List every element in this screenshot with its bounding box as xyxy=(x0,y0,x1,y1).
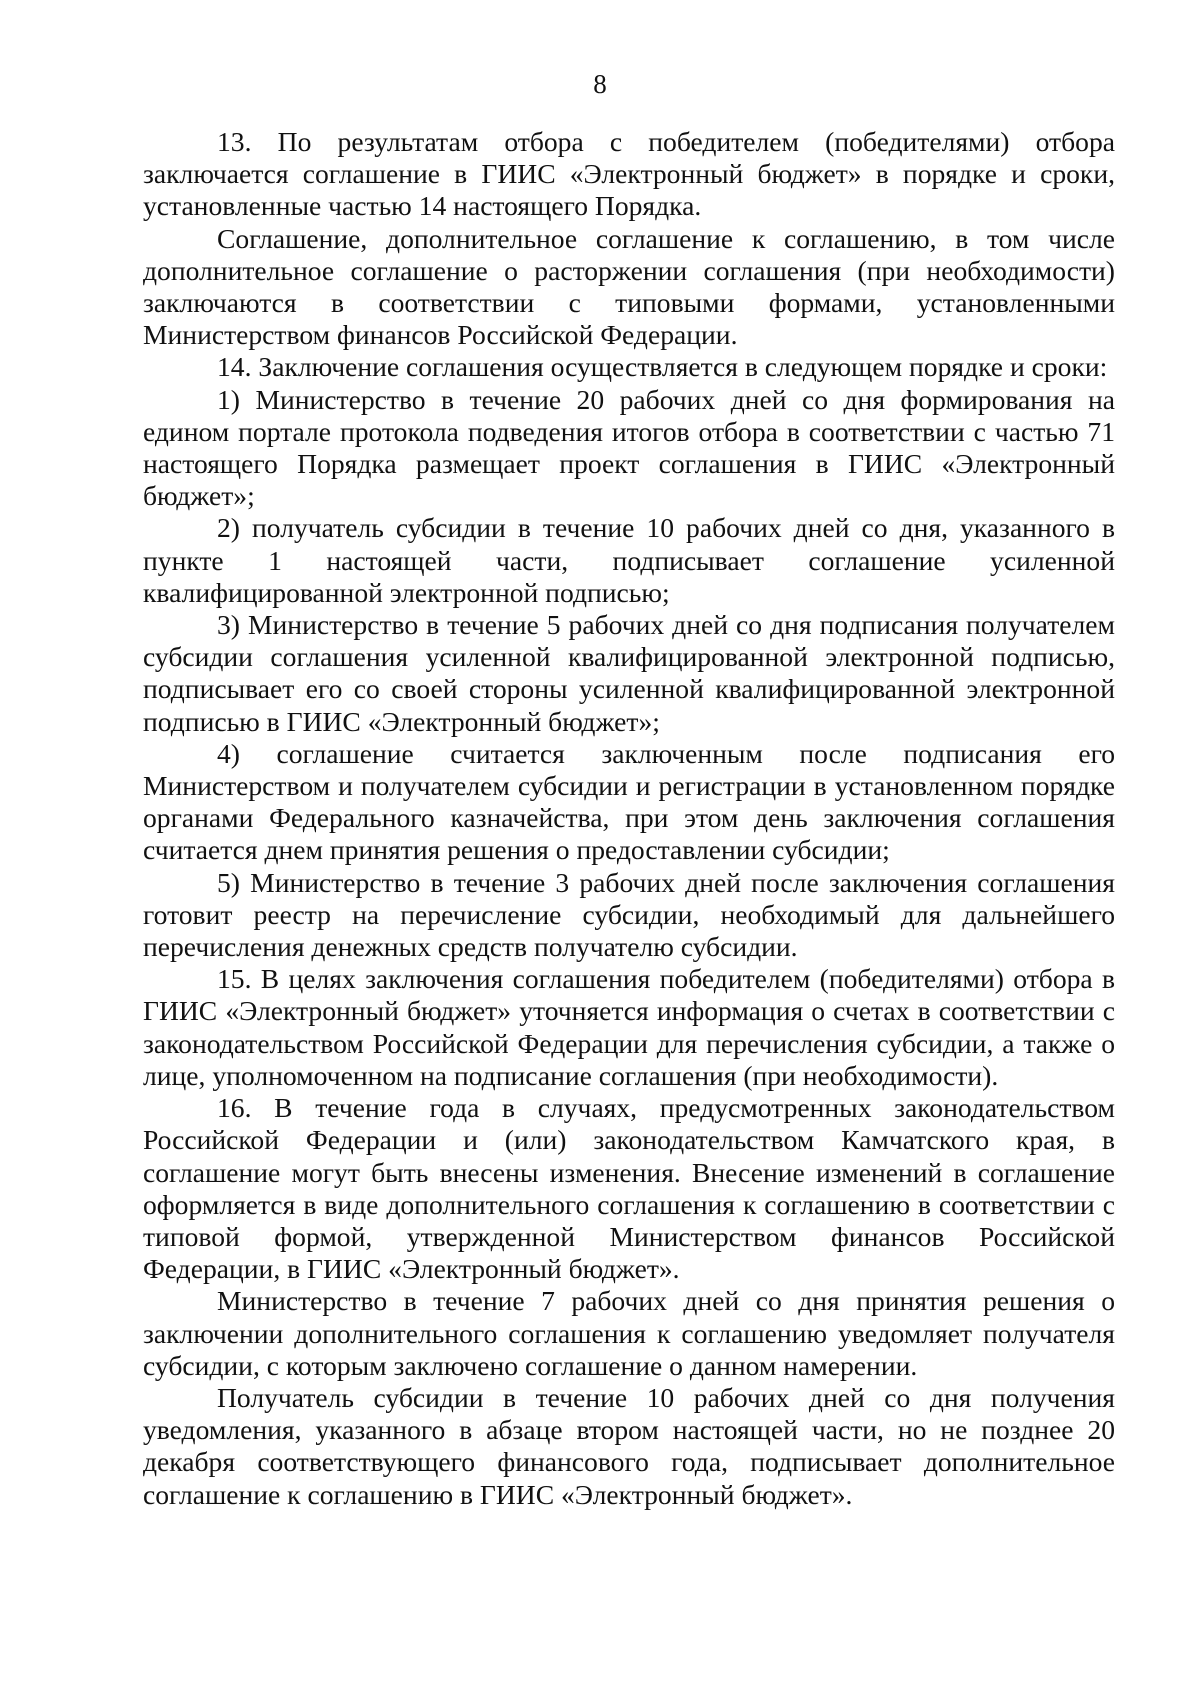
page-number: 8 xyxy=(593,69,607,99)
paragraph-14-item-3: 3) Министерство в течение 5 рабочих дней со дня подписания получателем субсидии соглашения усиленной квалифицированной электронной подписью, подписывает его со своей стороны усиленной квалифицированной электронной подписью в ГИИС «Электронный бюджет»; xyxy=(143,609,1115,737)
paragraph-16: 16. В течение года в случаях, предусмотренных законодательством Российской Федерации и (или) законодательством Камчатского края, в соглашение могут быть внесены изменения. Внесение изменений в соглашение оформляется в виде дополнительного соглашения к соглашению в соответствии с типовой формой, утвержденной Министерством финансов Российской Федерации, в ГИИС «Электронный бюджет». xyxy=(143,1092,1115,1285)
paragraph-14-item-2: 2) получатель субсидии в течение 10 рабочих дней со дня, указанного в пункте 1 настоящей части, подписывает соглашение усиленной квалифицированной электронной подписью; xyxy=(143,512,1115,608)
document-body xyxy=(143,126,1115,1511)
paragraph-14: 14. Заключение соглашения осуществляется в следующем порядке и сроки: xyxy=(217,351,1108,383)
paragraph-14-item-1: 1) Министерство в течение 20 рабочих дней со дня формирования на едином портале протокола подведения итогов отбора в соответствии с частью 71 настоящего Порядка размещает проект соглашения в ГИИС «Электронный бюджет»; xyxy=(143,383,1115,512)
paragraph-14-item-5: 5) Министерство в течение 3 рабочих дней после заключения соглашения готовит реестр на перечисление субсидии, необходимый для дальнейшего перечисления денежных средств получателю субсидии. xyxy=(143,866,1115,963)
paragraph-14-item-4: 4) соглашение считается заключенным после подписания его Министерством и получателем субсидии и регистрации в установленном порядке органами Федерального казначейства, при этом день заключения соглашения считается днем принятия решения о предоставлении субсидии; xyxy=(143,737,1115,866)
paragraph-15: 15. В целях заключения соглашения победителем (победителями) отбора в ГИИС «Электронный бюджет» уточняется информация о счетах в соответствии с законодательством Российской Федерации для перечисления субсидии, а также о лице, уполномоченном на подписание соглашения (при необходимости). xyxy=(143,963,1115,1091)
paragraph-16-signing: Получатель субсидии в течение 10 рабочих дней со дня получения уведомления, указанного в абзаце втором настоящей части, но не позднее 20 декабря соответствующего финансового года, подписывает дополнительное соглашение к соглашению в ГИИС «Электронный бюджет». xyxy=(143,1381,1115,1510)
paragraph-13-agreement-forms: Соглашение, дополнительное соглашение к соглашению, в том числе дополнительное соглашение о расторжении соглашения (при необходимости) заключаются в соответствии с типовыми формами, установленными Министерством финансов Российской Федерации. xyxy=(143,222,1115,351)
paragraph-13: 13. По результатам отбора с победителем (победителями) отбора заключается соглашение в ГИИС «Электронный бюджет» в порядке и сроки, установленные частью 14 настоящего Порядка. xyxy=(143,126,1115,222)
paragraph-16-notification: Министерство в течение 7 рабочих дней со дня принятия решения о заключении дополнительного соглашения к соглашению уведомляет получателя субсидии, с которым заключено соглашение о данном намерении. xyxy=(143,1285,1115,1381)
